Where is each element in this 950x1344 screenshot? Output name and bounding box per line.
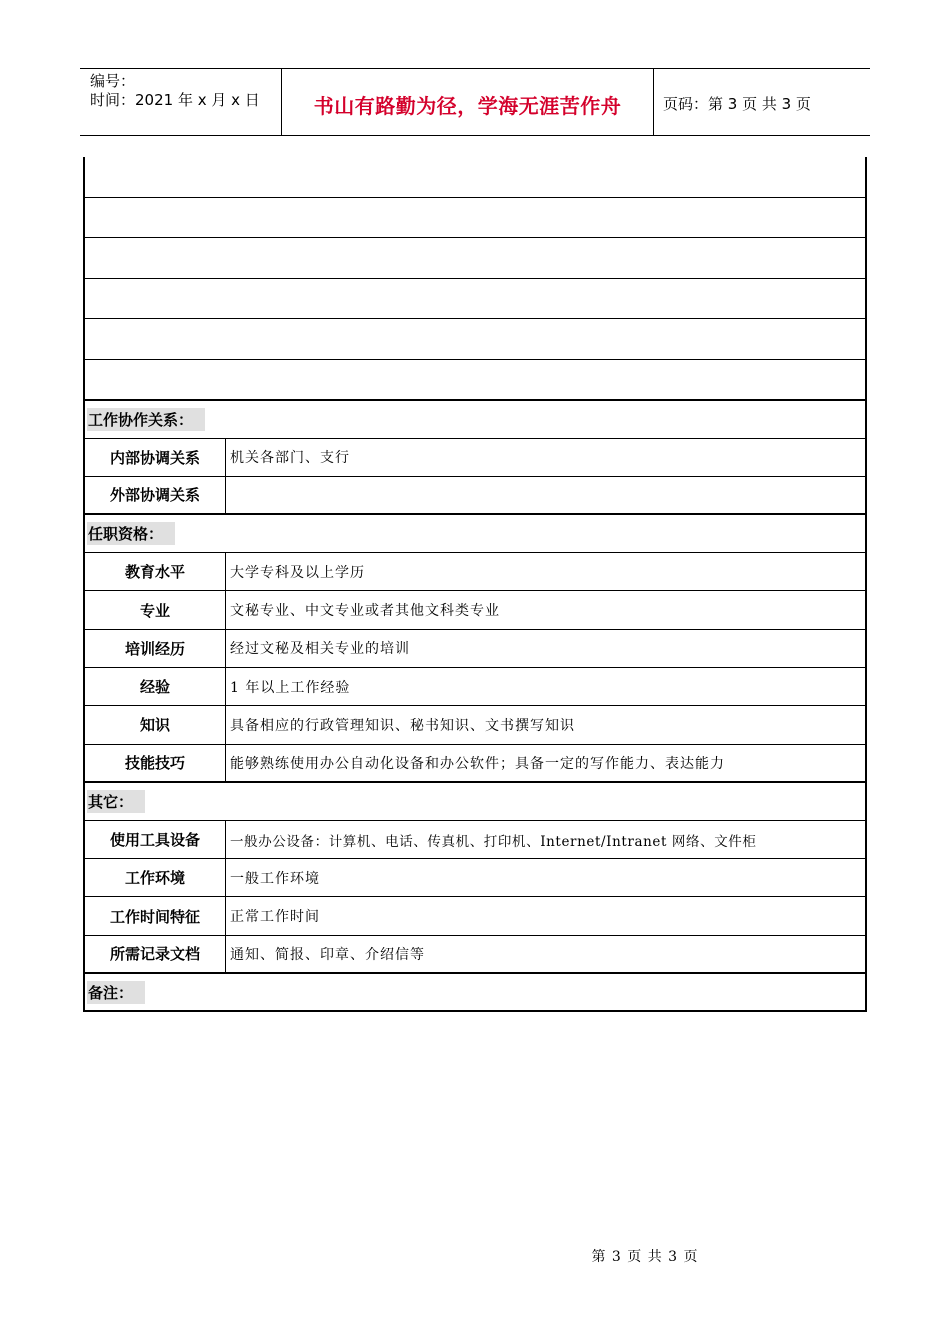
section-qualifications — [85, 515, 865, 553]
row-value: 通知、简报、印章、介绍信等 — [230, 946, 425, 963]
header-number: 编号： — [90, 72, 136, 90]
page-header — [80, 68, 870, 136]
page-footer: 第 3 页 共 3 页 — [591, 1249, 699, 1265]
section-other — [85, 783, 865, 821]
table-row — [85, 859, 865, 897]
blank-row — [85, 157, 865, 198]
table-row — [85, 745, 865, 783]
job-description-form — [83, 157, 867, 1012]
row-value: 文秘专业、中文专业或者其他文科类专业 — [230, 603, 500, 620]
row-value: 具备相应的行政管理知识、秘书知识、文书撰写知识 — [230, 717, 575, 734]
section-collaboration — [85, 401, 865, 439]
row-value: 一般工作环境 — [230, 870, 320, 887]
blank-row — [85, 238, 865, 279]
header-meta — [80, 69, 282, 135]
row-value — [226, 477, 865, 513]
row-label: 内部协调关系 — [85, 439, 226, 476]
table-row — [85, 821, 865, 859]
row-label: 工作环境 — [85, 859, 226, 896]
table-row — [85, 936, 865, 974]
table-row — [85, 553, 865, 591]
row-label: 使用工具设备 — [85, 821, 226, 858]
row-value: 一般办公设备：计算机、电话、传真机、打印机、Internet/Intranet 网络、文件柜 — [230, 833, 757, 850]
blank-row — [85, 360, 865, 401]
table-row — [85, 439, 865, 477]
blank-row — [85, 319, 865, 360]
row-value: 大学专科及以上学历 — [230, 564, 365, 581]
section-title: 任职资格： — [87, 522, 175, 545]
section-title: 备注： — [87, 981, 145, 1004]
row-label: 专业 — [85, 591, 226, 628]
row-label: 工作时间特征 — [85, 897, 226, 934]
table-row — [85, 477, 865, 515]
table-row — [85, 668, 865, 706]
row-value: 1 年以上工作经验 — [230, 679, 351, 696]
row-label: 知识 — [85, 706, 226, 743]
row-value: 正常工作时间 — [230, 909, 320, 926]
row-label: 经验 — [85, 668, 226, 705]
row-label: 技能技巧 — [85, 745, 226, 781]
row-value: 能够熟练使用办公自动化设备和办公软件；具备一定的写作能力、表达能力 — [230, 755, 725, 772]
header-motto: 书山有路勤为径，学海无涯苦作舟 — [282, 69, 654, 135]
row-label: 培训经历 — [85, 630, 226, 667]
section-title: 工作协作关系： — [87, 408, 205, 431]
table-row — [85, 630, 865, 668]
section-remarks — [85, 974, 865, 1010]
row-label: 教育水平 — [85, 553, 226, 590]
blank-row — [85, 279, 865, 320]
header-page-info: 页码：第 3 页 共 3 页 — [663, 94, 811, 113]
table-row — [85, 706, 865, 744]
table-row — [85, 591, 865, 629]
row-value: 机关各部门、支行 — [230, 450, 350, 467]
row-label: 所需记录文档 — [85, 936, 226, 972]
row-value: 经过文秘及相关专业的培训 — [230, 641, 410, 658]
row-label: 外部协调关系 — [85, 477, 226, 513]
header-time: 时间：2021 年 x 月 x 日 — [90, 91, 260, 109]
section-title: 其它： — [87, 790, 145, 813]
blank-row — [85, 198, 865, 239]
table-row — [85, 897, 865, 935]
